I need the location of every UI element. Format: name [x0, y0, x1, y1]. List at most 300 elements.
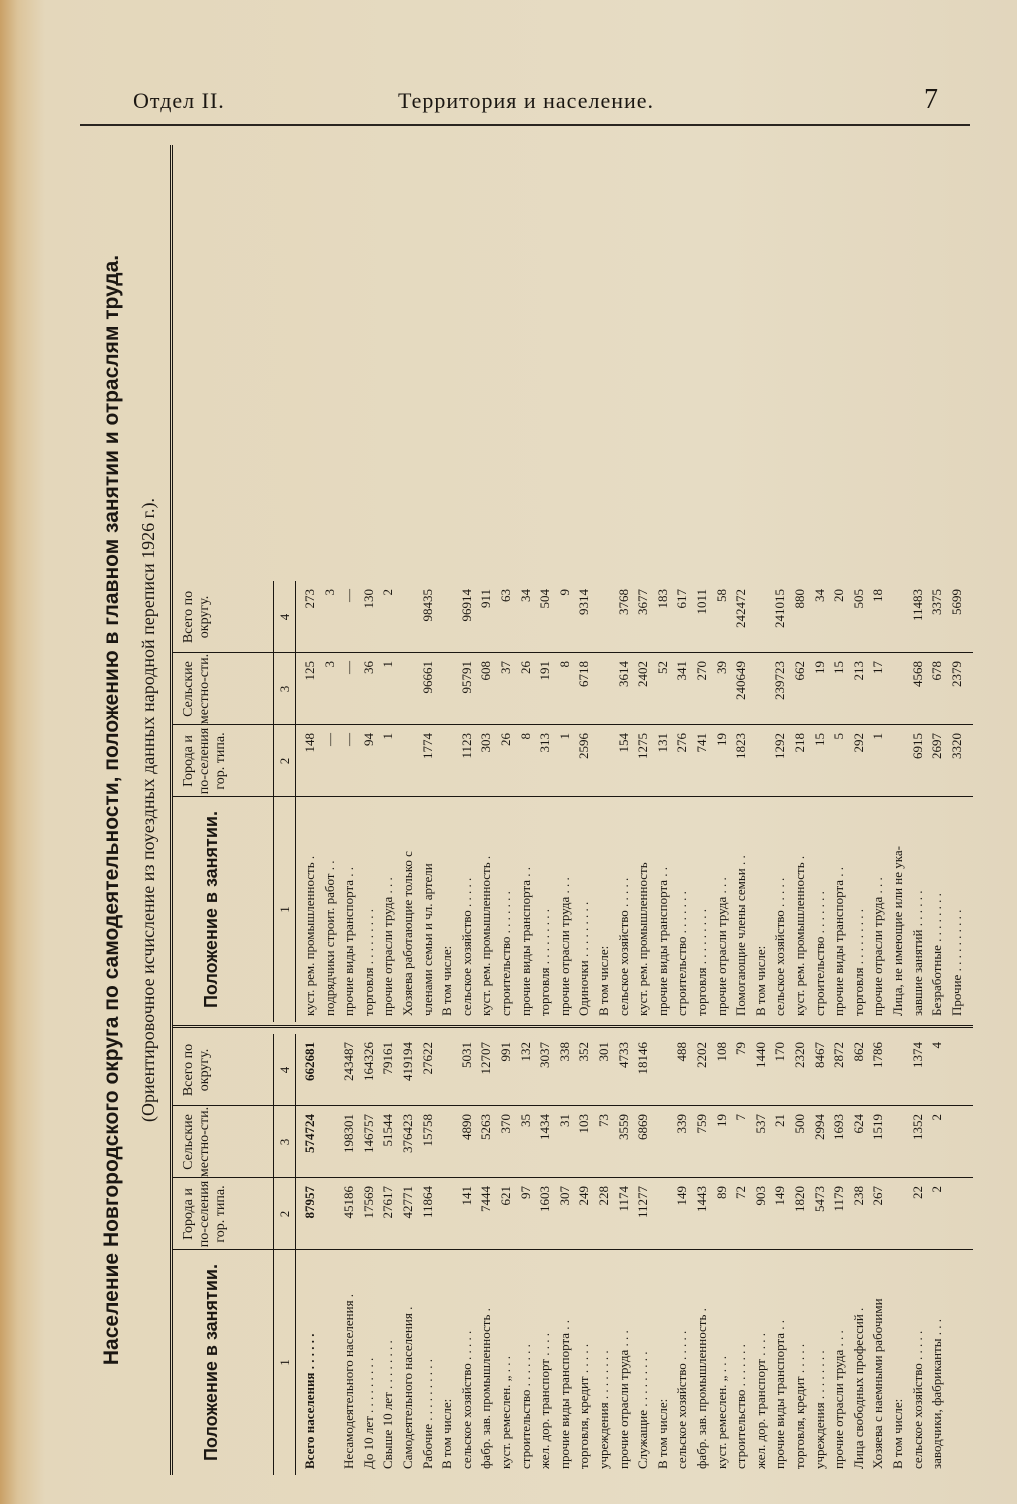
- row-value: 52: [654, 661, 670, 674]
- row-value: 2596: [576, 733, 592, 759]
- row-value: 5: [831, 733, 847, 740]
- row-label: В том числе:: [439, 945, 455, 1016]
- row-value: 313: [537, 733, 553, 753]
- row-value: 1011: [694, 589, 709, 615]
- row-value: 5699: [948, 589, 964, 615]
- row-label: Лица свободных профессий .: [850, 1307, 866, 1469]
- row-value: 149: [674, 1186, 690, 1206]
- row-value: 98435: [419, 589, 435, 622]
- row-value: 35: [517, 1114, 533, 1127]
- row-label: В том числе:: [890, 1398, 905, 1469]
- row-value: 18: [870, 589, 886, 602]
- row-label: Свыше 10 лет . . . . . . . .: [380, 1340, 396, 1469]
- row-label: прочие виды транспорта . .: [556, 1319, 572, 1469]
- table-row: [793, 1034, 806, 1475]
- row-label: строительство . . . . . . .: [517, 1344, 533, 1469]
- row-value: 276: [674, 733, 690, 753]
- table-row: [715, 581, 728, 1022]
- row-value: 26: [517, 661, 533, 674]
- table-row: [773, 581, 786, 1022]
- row-label: жел. дор. транспорт . . . .: [537, 1333, 553, 1469]
- table-row: [342, 1034, 355, 1475]
- row-label: сельское хозяйство . . . . .: [772, 877, 788, 1016]
- row-label: учреждения . . . . . . . .: [596, 1350, 611, 1469]
- row-value: 132: [517, 1042, 533, 1062]
- table-row: [401, 581, 414, 1022]
- table-row: [734, 581, 747, 1022]
- row-value: 149: [772, 1186, 788, 1206]
- table-row: [656, 1034, 669, 1475]
- table-row: [636, 581, 649, 1022]
- table-row: [421, 1034, 434, 1475]
- row-label: куст. ремеслен. „ . . .: [498, 1356, 513, 1469]
- row-value: 624: [850, 1114, 866, 1134]
- row-value: 2: [929, 1186, 945, 1193]
- table-row: [323, 581, 336, 1022]
- row-value: 1174: [615, 1186, 631, 1212]
- row-value: 338: [556, 1042, 572, 1062]
- section-label: Отдел II.: [133, 88, 225, 113]
- row-value: 1374: [909, 1042, 925, 1068]
- table-row: [734, 1034, 747, 1475]
- row-label: сельское хозяйство . . . . .: [909, 1330, 925, 1469]
- row-value: 9: [556, 589, 572, 596]
- row-value: 15: [811, 733, 827, 746]
- column-header: Города и по-селения гор. типа.: [181, 1180, 228, 1248]
- table-row: [362, 1034, 375, 1475]
- table-row: [538, 581, 551, 1022]
- row-value: 1774: [419, 733, 435, 759]
- row-label: подрядчики строит. работ . .: [321, 860, 337, 1016]
- table-row: [362, 581, 375, 1022]
- row-value: 537: [752, 1114, 768, 1134]
- row-value: 1: [556, 733, 572, 740]
- row-value: 5031: [458, 1042, 474, 1068]
- row-value: 218: [792, 733, 807, 753]
- row-label: торговля . . . . . . . . .: [850, 909, 866, 1016]
- table-row: [617, 581, 630, 1022]
- row-value: 21: [772, 1114, 788, 1127]
- row-value: 341: [674, 661, 690, 681]
- row-value: 3: [321, 661, 337, 668]
- row-label: прочие отрасли труда . . .: [831, 1330, 847, 1469]
- row-label: Рабочие . . . . . . . . . .: [419, 1358, 435, 1469]
- row-value: 1440: [752, 1042, 768, 1068]
- row-value: 154: [615, 733, 631, 753]
- table-row: [558, 1034, 571, 1475]
- row-value: 11277: [635, 1186, 651, 1219]
- row-label: сельское хозяйство . . . . .: [674, 1330, 690, 1469]
- row-value: 370: [498, 1114, 513, 1134]
- row-value: 419194: [400, 1042, 415, 1081]
- row-value: 608: [478, 661, 494, 681]
- row-value: 270: [694, 661, 709, 681]
- row-value: 1292: [772, 733, 788, 759]
- column-header: Города и по-селения гор. типа.: [181, 727, 228, 795]
- row-value: 2379: [948, 661, 964, 687]
- row-value: 34: [811, 589, 827, 602]
- row-value: 1786: [870, 1042, 886, 1068]
- row-value: 130: [360, 589, 376, 609]
- table-row: [852, 581, 865, 1022]
- row-value: 240649: [733, 661, 749, 700]
- row-label: Безработные . . . . . . . .: [929, 893, 945, 1016]
- row-value: 27617: [380, 1186, 396, 1219]
- table-row: [675, 1034, 688, 1475]
- column-number-rule: [295, 581, 296, 1022]
- rotated-table-block: [100, 145, 980, 1475]
- row-label: Хозяева с наемными рабочими: [870, 1298, 886, 1469]
- row-label: сельское хозяйство . . . . .: [458, 1330, 474, 1469]
- row-value: 3677: [635, 589, 651, 615]
- row-value: 3037: [537, 1042, 553, 1068]
- row-value: —: [341, 733, 357, 746]
- row-value: 170: [772, 1042, 788, 1062]
- table-row: [656, 581, 669, 1022]
- table-row: [930, 581, 943, 1022]
- row-value: 15: [831, 661, 847, 674]
- row-value: 307: [556, 1186, 572, 1206]
- row-value: 303: [478, 733, 494, 753]
- row-value: 242472: [733, 589, 749, 628]
- row-value: 880: [792, 589, 807, 609]
- table-row: [891, 581, 904, 1022]
- column-number: 2: [277, 757, 292, 765]
- row-label: торговля . . . . . . . . .: [360, 909, 376, 1016]
- row-value: 51544: [380, 1114, 396, 1147]
- row-value: 2202: [694, 1042, 709, 1068]
- row-value: 183: [654, 589, 670, 609]
- row-label: строительство . . . . . . .: [674, 891, 690, 1016]
- table-row: [754, 581, 767, 1022]
- column-number-rule: [295, 1034, 296, 1475]
- row-value: 1352: [909, 1114, 925, 1140]
- row-value: 903: [752, 1186, 768, 1206]
- row-value: 22: [909, 1186, 925, 1199]
- row-value: 96661: [419, 661, 435, 694]
- table-row: [577, 581, 590, 1022]
- row-value: 96914: [458, 589, 474, 622]
- header-rule: [273, 581, 274, 1022]
- row-value: 339: [674, 1114, 690, 1134]
- row-label: прочие отрасли труда . . .: [556, 877, 572, 1016]
- row-value: 2872: [831, 1042, 847, 1068]
- row-value: 2994: [811, 1114, 827, 1140]
- table-row: [675, 581, 688, 1022]
- row-value: 79161: [380, 1042, 396, 1075]
- row-value: 2: [380, 589, 396, 596]
- row-value: 1603: [537, 1186, 553, 1212]
- row-label: В том числе:: [596, 945, 611, 1016]
- row-value: 4568: [909, 661, 925, 687]
- row-value: 95791: [458, 661, 474, 694]
- row-value: 1: [380, 661, 396, 668]
- row-value: 2: [929, 1114, 945, 1121]
- row-value: 17: [870, 661, 886, 674]
- row-value: 662681: [302, 1042, 317, 1081]
- row-value: 125: [302, 661, 317, 681]
- row-value: 243487: [341, 1042, 357, 1081]
- column-number: 2: [277, 1210, 292, 1218]
- row-label: строительство . . . . . . .: [811, 891, 827, 1016]
- row-value: 146757: [360, 1114, 376, 1153]
- table-row: [538, 1034, 551, 1475]
- table-row: [401, 1034, 414, 1475]
- row-label: членами семьи и чл. артели: [419, 863, 435, 1016]
- row-value: 198301: [341, 1114, 357, 1153]
- row-value: 6869: [635, 1114, 651, 1140]
- row-label: прочие отрасли труда . . .: [380, 877, 396, 1016]
- row-value: 8: [517, 733, 533, 740]
- row-value: 37: [498, 661, 513, 674]
- row-value: 6915: [909, 733, 925, 759]
- row-value: 72: [733, 1186, 749, 1199]
- row-value: 3768: [615, 589, 631, 615]
- row-value: 4733: [615, 1042, 631, 1068]
- page-header: [0, 84, 1017, 128]
- table-row: [754, 1034, 767, 1475]
- row-value: 11864: [419, 1186, 435, 1219]
- row-value: —: [321, 733, 337, 746]
- row-value: 1519: [870, 1114, 886, 1140]
- row-value: 574724: [302, 1114, 317, 1153]
- row-label: прочие отрасли труда . . .: [713, 877, 729, 1016]
- table-row: [695, 581, 708, 1022]
- row-value: 31: [556, 1114, 572, 1127]
- row-label: прочие отрасли труда . . .: [615, 1330, 631, 1469]
- table-row: [381, 1034, 394, 1475]
- row-label: строительство . . . . . . .: [733, 1344, 749, 1469]
- row-label: В том числе:: [752, 945, 768, 1016]
- row-value: 5473: [811, 1186, 827, 1212]
- row-value: 3: [321, 589, 337, 596]
- row-value: 267: [870, 1186, 886, 1206]
- table-row: [499, 1034, 512, 1475]
- row-label: прочие виды транспорта . .: [772, 1319, 788, 1469]
- table-row: [695, 1034, 708, 1475]
- row-value: 42771: [400, 1186, 415, 1219]
- table-row: [636, 1034, 649, 1475]
- row-label: фабр. зав. промышленность .: [694, 1308, 709, 1469]
- row-value: 3320: [948, 733, 964, 759]
- row-label: прочие виды транспорта . .: [831, 866, 847, 1016]
- row-label: Помогающие члены семьи . .: [733, 855, 749, 1016]
- table-row: [793, 581, 806, 1022]
- table-row: [479, 581, 492, 1022]
- row-label: В том числе:: [654, 1398, 670, 1469]
- row-value: 238: [850, 1186, 866, 1206]
- row-value: 376423: [400, 1114, 415, 1153]
- row-label: До 10 лет . . . . . . . . .: [360, 1357, 376, 1469]
- row-value: 15758: [419, 1114, 435, 1147]
- row-value: 63: [498, 589, 513, 602]
- row-value: 58: [713, 589, 729, 602]
- row-value: 79: [733, 1042, 749, 1055]
- row-value: 3375: [929, 589, 945, 615]
- row-value: 19: [713, 733, 729, 746]
- column-number: 3: [277, 685, 292, 693]
- row-value: 2402: [635, 661, 651, 687]
- row-value: 3559: [615, 1114, 631, 1140]
- column-header: Всего по округу.: [181, 1043, 212, 1097]
- row-value: 9314: [576, 589, 592, 615]
- table-row: [911, 1034, 924, 1475]
- table-row: [813, 581, 826, 1022]
- row-value: 148: [302, 733, 317, 753]
- column-header-position: Положение в занятии.: [201, 810, 221, 1009]
- table-row: [773, 1034, 786, 1475]
- row-value: 27622: [419, 1042, 435, 1075]
- row-value: 228: [596, 1186, 611, 1206]
- table-row: [930, 1034, 943, 1475]
- row-label: сельское хозяйство . . . . .: [458, 877, 474, 1016]
- row-value: 103: [576, 1114, 592, 1134]
- center-double-rule: [173, 1025, 973, 1028]
- table-row: [558, 581, 571, 1022]
- row-value: 4890: [458, 1114, 474, 1140]
- row-value: 504: [537, 589, 553, 609]
- row-label: Прочие . . . . . . . . . .: [948, 909, 964, 1016]
- table-row: [852, 1034, 865, 1475]
- table-row: [440, 581, 453, 1022]
- column-header: Сельские местно-сти.: [181, 653, 212, 725]
- column-number: 4: [277, 1066, 292, 1074]
- row-value: 20: [831, 589, 847, 602]
- row-value: 7: [733, 1114, 749, 1121]
- row-label: куст. ремеслен. „ . . .: [713, 1356, 729, 1469]
- row-label: прочие виды транспорта . .: [341, 866, 357, 1016]
- row-value: 241015: [772, 589, 788, 628]
- table-row: [911, 581, 924, 1022]
- row-value: 301: [596, 1042, 611, 1062]
- row-value: 131: [654, 733, 670, 753]
- row-value: 741: [694, 733, 709, 753]
- row-label: фабр. зав. промышленность .: [478, 1308, 494, 1469]
- table-row: [617, 1034, 630, 1475]
- row-value: 2697: [929, 733, 945, 759]
- table-row: [715, 1034, 728, 1475]
- row-value: 17569: [360, 1186, 376, 1219]
- column-number: 1: [277, 1359, 292, 1366]
- row-value: 505: [850, 589, 866, 609]
- row-value: 249: [576, 1186, 592, 1206]
- row-value: 6718: [576, 661, 592, 687]
- row-value: 12707: [478, 1042, 494, 1075]
- row-value: 36: [360, 661, 376, 674]
- row-value: 292: [850, 733, 866, 753]
- row-value: 488: [674, 1042, 690, 1062]
- row-value: 73: [596, 1114, 611, 1127]
- row-value: 617: [674, 589, 690, 609]
- row-label: В том числе:: [439, 1398, 455, 1469]
- table-row: [519, 1034, 532, 1475]
- row-label: Самодеятельного населения .: [400, 1306, 415, 1469]
- table-row: [460, 1034, 473, 1475]
- table-row: [479, 1034, 492, 1475]
- row-value: 94: [360, 733, 376, 746]
- row-value: 3614: [615, 661, 631, 687]
- row-value: 862: [850, 1042, 866, 1062]
- row-value: 19: [713, 1114, 729, 1127]
- row-value: 1275: [635, 733, 651, 759]
- row-value: 89: [713, 1186, 729, 1199]
- row-value: 8: [556, 661, 572, 668]
- statistics-table: [170, 145, 973, 1475]
- row-value: 1179: [831, 1186, 847, 1212]
- table-row: [342, 581, 355, 1022]
- row-value: 141: [458, 1186, 474, 1206]
- row-label: торговля . . . . . . . . .: [537, 909, 553, 1016]
- row-label: заводчики, фабриканты . . .: [929, 1319, 945, 1469]
- column-number: 1: [277, 906, 292, 913]
- row-label: учреждения . . . . . . . .: [811, 1350, 827, 1469]
- table-row: [421, 581, 434, 1022]
- row-value: 1823: [733, 733, 749, 759]
- row-label: завшие занятий . . . . . .: [909, 890, 925, 1016]
- row-value: 45186: [341, 1186, 357, 1219]
- page-number: 7: [924, 84, 938, 115]
- row-value: 164326: [360, 1042, 376, 1081]
- row-label: торговля, кредит . . . . .: [792, 1343, 807, 1469]
- table-row: [460, 581, 473, 1022]
- row-value: 1: [870, 733, 886, 740]
- table-row: [303, 581, 316, 1022]
- table-row: [813, 1034, 826, 1475]
- column-number: 4: [277, 613, 292, 621]
- column-header-position: Положение в занятии.: [201, 1263, 221, 1462]
- header-rule: [273, 1034, 274, 1475]
- table-row: [440, 1034, 453, 1475]
- table-row: [577, 1034, 590, 1475]
- row-value: 352: [576, 1042, 592, 1062]
- table-row: [303, 1034, 316, 1475]
- row-label: куст. рем. промышленность .: [792, 855, 807, 1016]
- column-header: Всего по округу.: [181, 590, 212, 644]
- row-value: 1: [380, 733, 396, 740]
- table-row: [832, 1034, 845, 1475]
- row-label: Одиночки . . . . . . . . .: [576, 901, 592, 1016]
- row-value: 621: [498, 1186, 513, 1206]
- row-label: сельское хозяйство . . . . .: [615, 877, 631, 1016]
- row-value: 108: [713, 1042, 729, 1062]
- row-label: Лица, не имеющие или не ука-: [890, 846, 905, 1016]
- row-value: 19: [811, 661, 827, 674]
- row-value: 678: [929, 661, 945, 681]
- table-row: [597, 581, 610, 1022]
- row-value: 759: [694, 1114, 709, 1134]
- row-value: —: [341, 661, 357, 674]
- row-value: 97: [517, 1186, 533, 1199]
- row-value: 191: [537, 661, 553, 681]
- row-value: 500: [792, 1114, 807, 1134]
- row-value: 662: [792, 661, 807, 681]
- row-label: Несамодеятельного населения .: [341, 1293, 357, 1469]
- table-row: [950, 581, 963, 1022]
- row-value: 239723: [772, 661, 788, 700]
- row-label: Хозяева работающие только с: [400, 851, 415, 1016]
- row-value: 34: [517, 589, 533, 602]
- row-value: 4: [929, 1042, 945, 1049]
- row-label: Служащие . . . . . . . . .: [635, 1351, 651, 1469]
- column-header: Сельские местно-сти.: [181, 1106, 212, 1178]
- row-value: 39: [713, 661, 729, 674]
- table-row: [381, 581, 394, 1022]
- row-value: 5263: [478, 1114, 494, 1140]
- row-value: 911: [478, 589, 494, 609]
- row-label: торговля, кредит . . . . .: [576, 1343, 592, 1469]
- row-value: 18146: [635, 1042, 651, 1075]
- row-label: жел. дор. транспорт . . . .: [752, 1333, 768, 1469]
